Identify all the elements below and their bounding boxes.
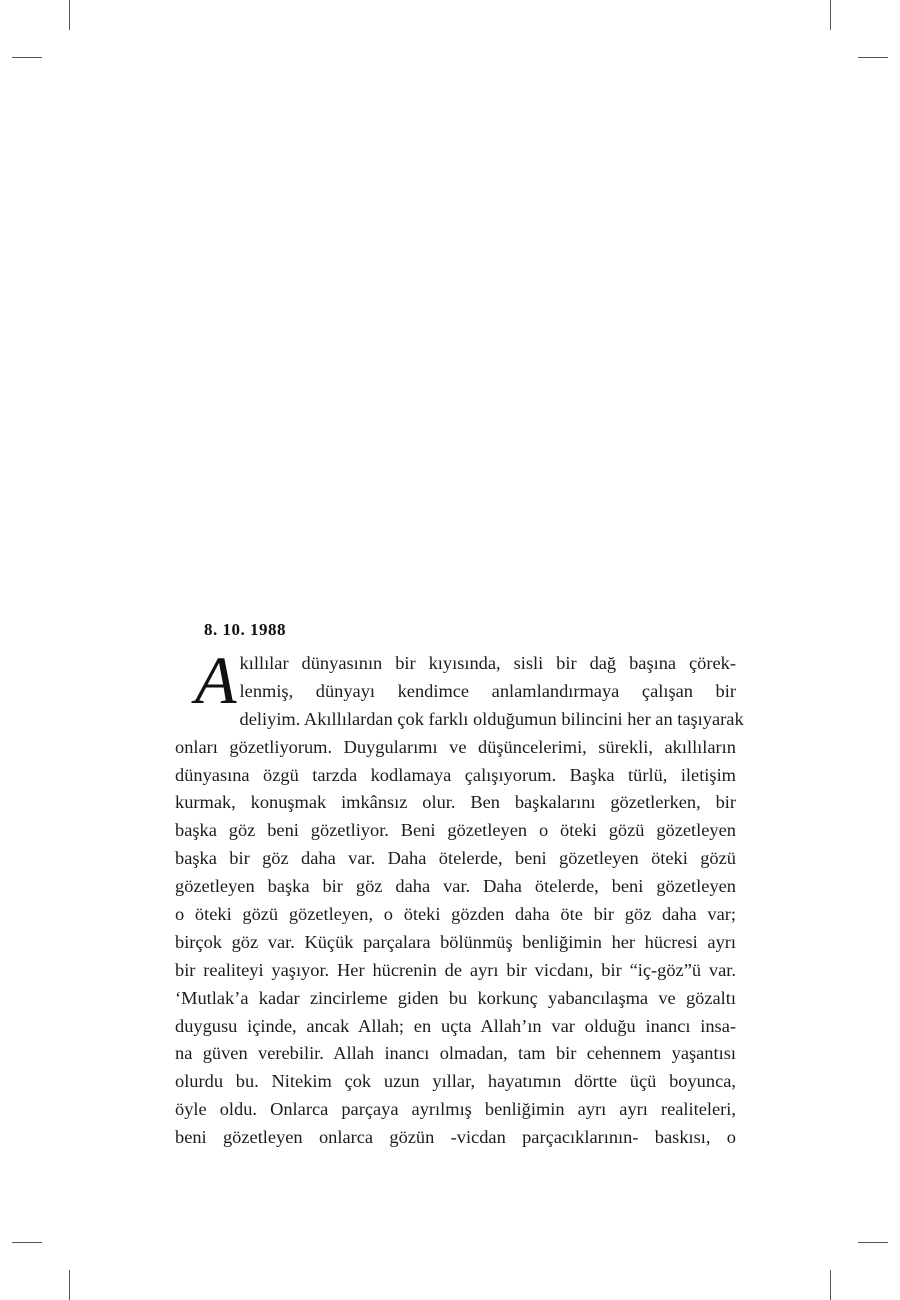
body-line: başka bir göz daha var. Daha ötelerde, beni gözetleyen öteki gözü xyxy=(175,848,736,869)
crop-mark-top-right-h xyxy=(858,57,888,58)
body-line: öyle oldu. Onlarca parçaya ayrılmış benliğimin ayrı ayrı realiteleri, xyxy=(175,1099,736,1120)
body-line: duygusu içinde, ancak Allah; en uçta Allah’ın var olduğu inancı insa- xyxy=(175,1015,736,1036)
body-line: beni gözetleyen onlarca gözün -vicdan parçacıklarının- baskısı, o xyxy=(175,1127,736,1148)
body-line: lenmiş, dünyayı kendimce anlamlandırmaya çalışan bir xyxy=(239,680,736,701)
body-line: birçok göz var. Küçük parçalara bölünmüş benliğimin her hücresi ayrı xyxy=(175,931,736,952)
body-line: gözetleyen başka bir göz daha var. Daha ötelerde, beni gözetleyen xyxy=(175,876,736,897)
drop-cap: A xyxy=(195,642,237,718)
crop-mark-top-left xyxy=(69,0,70,30)
body-line: kıllılar dünyasının bir kıyısında, sisli bir dağ başına çörek- xyxy=(239,653,736,673)
crop-mark-bottom-right xyxy=(830,1270,831,1300)
body-line: başka göz beni gözetliyor. Beni gözetleyen o öteki gözü gözetleyen xyxy=(175,820,736,841)
crop-mark-top-right xyxy=(830,0,831,30)
body-line: olurdu bu. Nitekim çok uzun yıllar, hayatımın dörtte üçü boyunca, xyxy=(175,1071,736,1092)
entry-body xyxy=(175,642,744,1152)
body-line: bir realiteyi yaşıyor. Her hücrenin de ayrı bir vicdanı, bir “iç-göz”ü var. xyxy=(175,959,736,980)
crop-mark-bottom-left-h xyxy=(12,1242,42,1243)
crop-mark-top-left-h xyxy=(12,57,42,58)
entry-date: 8. 10. 1988 xyxy=(204,620,286,639)
crop-mark-bottom-left xyxy=(69,1270,70,1300)
body-line: ‘Mutlak’a kadar zincirleme giden bu korkunç yabancılaşma ve gözaltı xyxy=(175,987,736,1008)
body-line: na güven verebilir. Allah inancı olmadan, tam bir cehennem yaşantısı xyxy=(175,1043,736,1064)
body-line: onları gözetliyorum. Duygularımı ve düşüncelerimi, sürekli, akıllıların xyxy=(175,736,736,757)
crop-mark-bottom-right-h xyxy=(858,1242,888,1243)
body-line: dünyasına özgü tarzda kodlamaya çalışıyorum. Başka türlü, iletişim xyxy=(175,764,736,785)
body-line: kurmak, konuşmak imkânsız olur. Ben başkalarını gözetlerken, bir xyxy=(175,792,736,813)
body-line: o öteki gözü gözetleyen, o öteki gözden daha öte bir göz daha var; xyxy=(175,904,736,925)
body-line: deliyim. Akıllılardan çok farklı olduğumun bilincini her an taşıyarak xyxy=(239,708,744,729)
